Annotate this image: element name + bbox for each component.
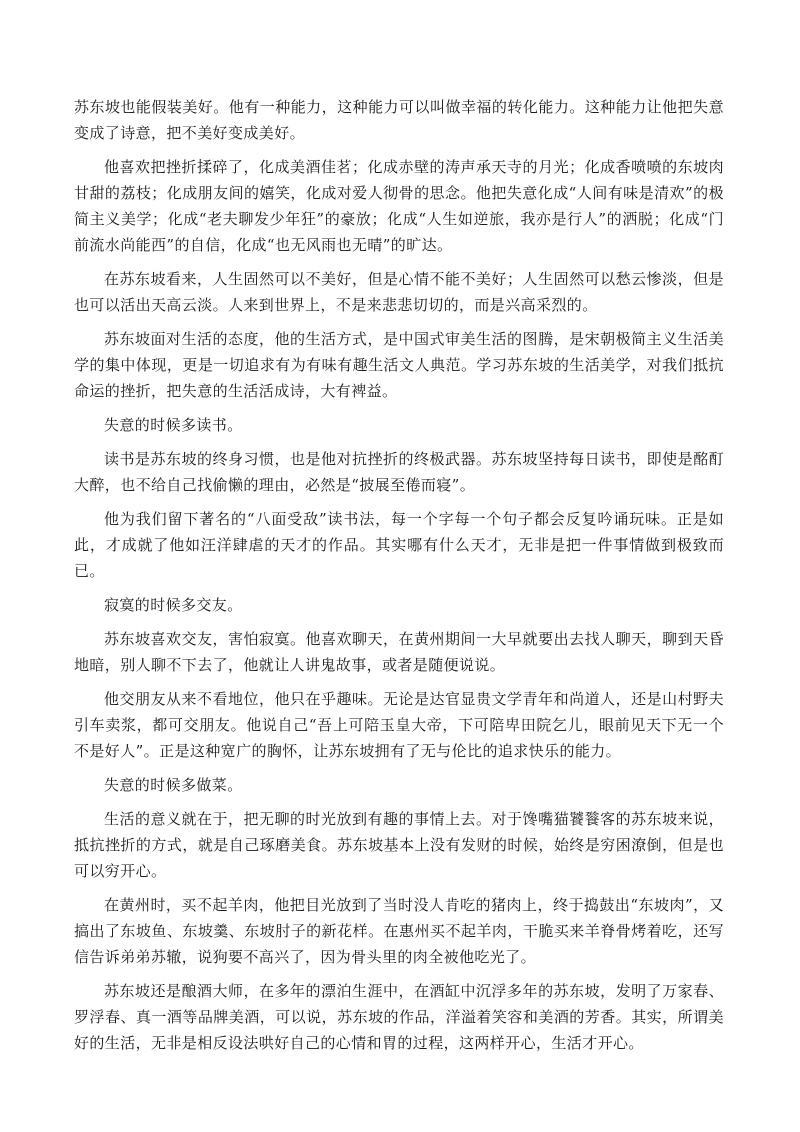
paragraph: 他喜欢把挫折揉碎了，化成美酒佳茗；化成赤壁的涛声承天寺的月光；化成香喷喷的东坡肉甘甜的荔枝；化成朋友间的嬉笑，化成对爱人彻骨的思念。他把失意化成“人间有味是清欢”的极简主义美学；化成“老夫聊发少年狂”的豪放；化成“人生如逆旅，我亦是行人”的洒脱；化成“门前流水尚能西”的自信，化成“也无风雨也无晴”的旷达。 xyxy=(74,158,724,254)
paragraph: 在黄州时，买不起羊肉，他把目光放到了当时没人肯吃的猪肉上，终于捣鼓出“东坡肉”，又搞出了东坡鱼、东坡羹、东坡肘子的新花样。在惠州买不起羊肉，干脆买来羊脊骨烤着吃，还写信告诉弟弟苏辙，说狗要不高兴了，因为骨头里的肉全被他吃光了。 xyxy=(74,896,724,966)
paragraph: 生活的意义就在于，把无聊的时光放到有趣的事情上去。对于馋嘴猫饕餮客的苏东坡来说，抵抗挫折的方式，就是自己琢磨美食。苏东坡基本上没有发财的时候，始终是穷困潦倒，但是也可以穷开心。 xyxy=(74,810,724,880)
section-heading: 寂寞的时候多交友。 xyxy=(104,596,243,614)
paragraph: 苏东坡还是酿酒大师，在多年的漂泊生涯中，在酒缸中沉浮多年的苏东坡，发明了万家春、罗浮春、真一酒等品牌美酒，可以说，苏东坡的作品，洋溢着笑容和美酒的芳香。其实，所谓美好的生活，无非是相反设法哄好自己的心情和胃的过程，这两样开心，生活才开心。 xyxy=(74,982,724,1052)
paragraph: 他为我们留下著名的“八面受敌”读书法，每一个字每一个句子都会反复吟诵玩味。正是如此，才成就了他如汪洋肆虐的天才的作品。其实哪有什么天才，无非是把一件事情做到极致而已。 xyxy=(74,510,724,580)
paragraph: 苏东坡喜欢交友，害怕寂寞。他喜欢聊天，在黄州期间一大早就要出去找人聊天，聊到天昏地暗，别人聊不下去了，他就让人讲鬼故事，或者是随便说说。 xyxy=(74,630,724,674)
section-heading: 失意的时候多读书。 xyxy=(104,416,243,434)
paragraph: 在苏东坡看来，人生固然可以不美好，但是心情不能不美好；人生固然可以愁云惨淡，但是也可以活出天高云淡。人来到世界上，不是来悲悲切切的，而是兴高采烈的。 xyxy=(74,270,724,314)
section-heading: 失意的时候多做菜。 xyxy=(104,776,243,794)
document-body xyxy=(74,94,724,1064)
paragraph: 读书是苏东坡的终身习惯，也是他对抗挫折的终极武器。苏东坡坚持每日读书，即使是酩酊大醉，也不给自己找偷懒的理由，必然是“披展至倦而寝”。 xyxy=(74,450,724,494)
paragraph: 他交朋友从来不看地位，他只在乎趣味。无论是达官显贵文学青年和尚道人，还是山村野夫引车卖浆，都可交朋友。他说自己“吾上可陪玉皇大帝，下可陪卑田院乞儿，眼前见天下无一个不是好人”。正是这种宽广的胸怀，让苏东坡拥有了无与伦比的追求快乐的能力。 xyxy=(74,690,724,760)
paragraph: 苏东坡面对生活的态度，他的生活方式，是中国式审美生活的图腾，是宋朝极简主义生活美学的集中体现，更是一切追求有为有味有趣生活文人典范。学习苏东坡的生活美学，对我们抵抗命运的挫折，把失意的生活活成诗，大有裨益。 xyxy=(74,330,724,400)
paragraph: 苏东坡也能假装美好。他有一种能力，这种能力可以叫做幸福的转化能力。这种能力让他把失意变成了诗意，把不美好变成美好。 xyxy=(74,98,724,142)
